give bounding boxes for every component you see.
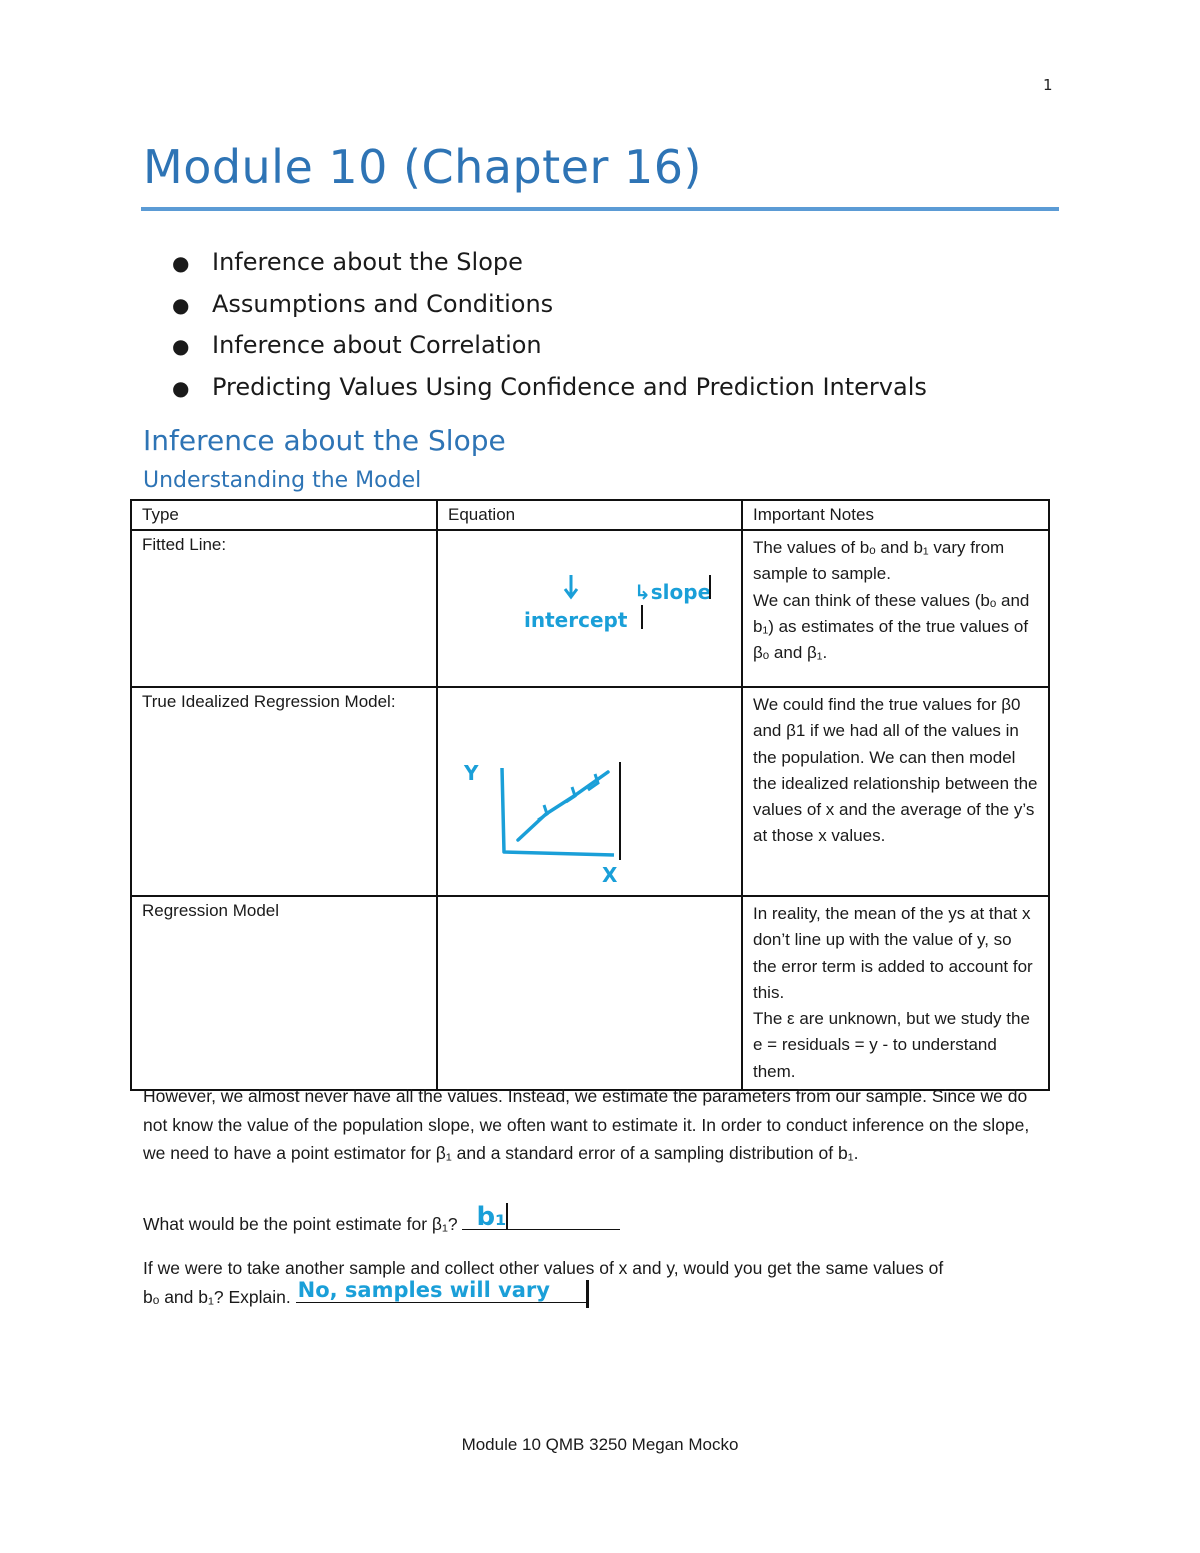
topic-list bbox=[172, 242, 927, 408]
arrow-mark bbox=[538, 805, 547, 820]
topic-item: ● Inference about Correlation bbox=[172, 325, 927, 367]
type-cell: True Idealized Regression Model: bbox=[131, 687, 437, 896]
arrow-mark bbox=[566, 787, 575, 802]
type-cell: Fitted Line: bbox=[131, 530, 437, 687]
type-cell: Regression Model bbox=[131, 896, 437, 1090]
topic-item: ● Inference about the Slope bbox=[172, 242, 927, 284]
equation-cell bbox=[437, 896, 742, 1090]
topic-item: ● Predicting Values Using Confidence and Prediction Intervals bbox=[172, 367, 927, 409]
bullet-icon: ● bbox=[172, 375, 190, 400]
handwritten-answer: No, samples will vary bbox=[297, 1278, 550, 1302]
table-header-cell: Type bbox=[131, 500, 437, 530]
title-underline bbox=[141, 207, 1059, 211]
regression-line-sketch bbox=[518, 772, 608, 840]
equation-cell bbox=[437, 687, 742, 896]
page-title: Module 10 (Chapter 16) bbox=[143, 140, 703, 194]
x-axis-label: X bbox=[602, 863, 618, 887]
note-text: We can think of these values (bₒ and b₁) as estimates of the true values of βₒ and β₁. bbox=[753, 590, 1030, 663]
notes-cell bbox=[742, 530, 1049, 687]
page-number: 1 bbox=[1043, 76, 1053, 94]
table-row bbox=[131, 530, 1049, 687]
bullet-icon: ● bbox=[172, 251, 190, 275]
answer-blank bbox=[462, 1201, 620, 1232]
slope-label: ↳slope bbox=[634, 580, 712, 604]
sketch-graph bbox=[438, 688, 743, 893]
explanation-paragraph: However, we almost never have all the values. Instead, we estimate the parameters from our sample. Since we do not know the value of the population slope, we often want to estimate it. In order to conduct inference on the slope, we need to have a point estimator for β₁ and a standard error of a sampling distribution of b₁. bbox=[143, 1086, 1030, 1163]
equation-cell bbox=[437, 530, 742, 687]
subsection-heading: Understanding the Model bbox=[143, 468, 422, 493]
question-text: bₒ and b₁? Explain. bbox=[143, 1286, 291, 1307]
section-heading: Inference about the Slope bbox=[143, 424, 506, 457]
table-header-row bbox=[131, 500, 1049, 530]
notes-cell bbox=[742, 896, 1049, 1090]
model-table bbox=[130, 499, 1050, 1091]
question-point-estimate bbox=[143, 1201, 620, 1239]
handwriting-annotation bbox=[438, 531, 743, 681]
notes-cell bbox=[742, 687, 1049, 896]
bullet-icon: ● bbox=[172, 292, 190, 317]
answer-blank bbox=[296, 1278, 586, 1303]
note-text: The ε are unknown, but we study the e = residuals = y - to understand them. bbox=[753, 1009, 1030, 1081]
y-axis-label: Y bbox=[464, 761, 479, 785]
question-explain bbox=[143, 1254, 1053, 1311]
note-text: In reality, the mean of the ys at that x don’t line up with the value of y, so the error term is added to account for this. bbox=[753, 904, 1033, 1002]
handwritten-answer: b₁ bbox=[476, 1201, 507, 1232]
question-text: If we were to take another sample and collect other values of x and y, would you get the same values of bbox=[143, 1258, 944, 1278]
table-header-cell: Equation bbox=[437, 500, 742, 530]
bullet-icon: ● bbox=[172, 334, 190, 359]
text-cursor bbox=[506, 1203, 508, 1229]
note-text: We could find the true values for β0 and β1 if we had all of the values in the population. We can then model the idealized relationship between the values of x and the average of the y’s at those x values. bbox=[753, 695, 1038, 846]
text-cursor bbox=[586, 1280, 589, 1308]
question-text: What would be the point estimate for β₁? bbox=[143, 1214, 458, 1234]
table-header-cell: Important Notes bbox=[742, 500, 1049, 530]
page-footer: Module 10 QMB 3250 Megan Mocko bbox=[461, 1435, 739, 1454]
table-row bbox=[131, 896, 1049, 1090]
note-text: The values of bₒ and b₁ vary from sample to sample. bbox=[753, 538, 1005, 584]
intercept-label: intercept bbox=[524, 608, 628, 632]
topic-item: ● Assumptions and Conditions bbox=[172, 284, 927, 326]
table-row bbox=[131, 687, 1049, 896]
